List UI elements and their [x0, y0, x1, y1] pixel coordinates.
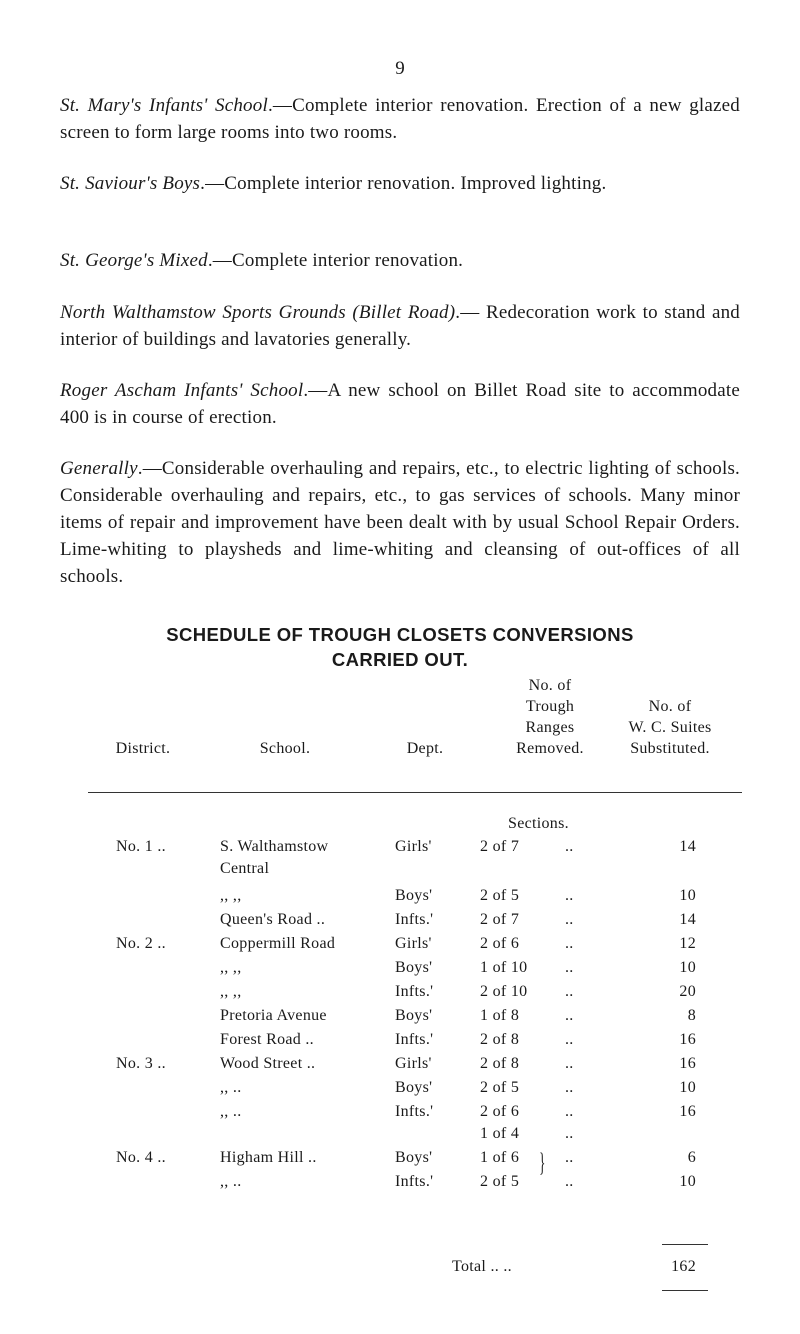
cell-dept: Infts.'	[395, 983, 434, 1000]
cell-dept: Girls'	[395, 1055, 432, 1072]
cell-removed: 2 of 6	[480, 1103, 520, 1120]
cell-dots: ..	[565, 838, 574, 855]
cell-dots: ..	[565, 1125, 574, 1142]
cell-dept: Boys'	[395, 959, 433, 976]
cell-dept: Infts.'	[395, 911, 434, 928]
cell-dots: ..	[565, 1103, 574, 1120]
cell-substituted: 14	[679, 838, 696, 855]
cell-district: No. 3 ..	[116, 1055, 166, 1072]
cell-school: Central	[220, 860, 270, 877]
header-wc-line: No. of	[648, 698, 692, 715]
header-wc-line: W. C. Suites	[628, 719, 712, 736]
cell-removed: 1 of 6	[480, 1149, 520, 1166]
cell-school: ,, ..	[220, 1173, 242, 1190]
paragraph-generally	[60, 455, 740, 590]
brace-bracket: }	[539, 1148, 546, 1177]
header-trough-line: Removed.	[516, 740, 584, 757]
paragraph-st-marys	[60, 92, 740, 146]
cell-dept: Infts.'	[395, 1173, 434, 1190]
header-dept: Dept.	[406, 740, 444, 757]
cell-school: S. Walthamstow	[220, 838, 329, 855]
total-value: 162	[671, 1258, 696, 1275]
page-number: 9	[395, 58, 405, 79]
cell-substituted: 20	[679, 983, 696, 1000]
cell-dept: Boys'	[395, 1079, 433, 1096]
cell-school: ,, ..	[220, 1079, 242, 1096]
schedule-title-line: CARRIED OUT.	[331, 649, 469, 670]
cell-removed: 2 of 5	[480, 1079, 520, 1096]
cell-substituted: 16	[679, 1055, 696, 1072]
paragraph-text: .—Complete interior renovation. Improved lighting.	[200, 173, 607, 194]
cell-removed: 1 of 4	[480, 1125, 520, 1142]
paragraph-text: .— Redecoration work to stand and interior of buildings and lavatories generally.	[60, 302, 740, 350]
paragraph-heading: St. Mary's Infants' School	[60, 95, 268, 116]
total-rule-top	[662, 1244, 708, 1245]
cell-district: No. 1 ..	[116, 838, 166, 855]
paragraph-st-georges	[60, 247, 740, 274]
cell-substituted: 10	[679, 887, 696, 904]
cell-substituted: 16	[679, 1103, 696, 1120]
header-trough	[500, 675, 600, 759]
cell-dots: ..	[565, 1007, 574, 1024]
cell-removed: 1 of 8	[480, 1007, 520, 1024]
schedule-title	[0, 622, 800, 672]
paragraph-roger-ascham	[60, 377, 740, 431]
cell-removed: 2 of 5	[480, 1173, 520, 1190]
cell-substituted: 8	[687, 1007, 696, 1024]
cell-school: Wood Street ..	[220, 1055, 316, 1072]
cell-removed: 2 of 8	[480, 1031, 520, 1048]
cell-dots: ..	[565, 1031, 574, 1048]
total-rule-bottom	[662, 1290, 708, 1291]
sections-label: Sections.	[508, 815, 569, 832]
cell-substituted: 10	[679, 959, 696, 976]
header-wc-line: Substituted.	[630, 740, 710, 757]
cell-dept: Infts.'	[395, 1031, 434, 1048]
cell-dots: ..	[565, 959, 574, 976]
cell-school: Pretoria Avenue	[220, 1007, 327, 1024]
paragraph-heading: North Walthamstow Sports Grounds (Billet Road)	[60, 302, 456, 323]
paragraph-text: .—Complete interior renovation.	[207, 250, 464, 271]
header-trough-line: No. of	[528, 677, 572, 694]
cell-school: Higham Hill ..	[220, 1149, 317, 1166]
paragraph-text: .—Considerable overhauling and repairs, etc., to electric lighting of schools. Considerable overhauling and repairs, etc., to gas services of schools. Many minor items of repair and improvement have been dealt with by usual School Repair Orders. Lime-whiting to playsheds and lime-whiting and cleansing of out-offices of all schools.	[60, 458, 740, 587]
cell-removed: 2 of 7	[480, 838, 520, 855]
cell-dept: Infts.'	[395, 1103, 434, 1120]
cell-substituted: 14	[679, 911, 696, 928]
paragraph-st-saviours	[60, 170, 740, 197]
cell-removed: 2 of 6	[480, 935, 520, 952]
cell-removed: 2 of 7	[480, 911, 520, 928]
cell-dots: ..	[565, 1173, 574, 1190]
header-rule	[88, 792, 742, 793]
cell-dots: ..	[565, 911, 574, 928]
cell-removed: 2 of 10	[480, 983, 528, 1000]
cell-dots: ..	[565, 1149, 574, 1166]
cell-dots: ..	[565, 1055, 574, 1072]
cell-dept: Boys'	[395, 1149, 433, 1166]
paragraph-text: .—A new school on Billet Road site to accommodate 400 is in course of erection.	[60, 380, 740, 428]
cell-school: Queen's Road ..	[220, 911, 326, 928]
cell-substituted: 10	[679, 1079, 696, 1096]
header-school: School.	[259, 740, 311, 757]
schedule-title-line: SCHEDULE OF TROUGH CLOSETS CONVERSIONS	[166, 624, 634, 645]
cell-substituted: 10	[679, 1173, 696, 1190]
cell-removed: 1 of 10	[480, 959, 528, 976]
paragraph-text: .—Complete interior renovation. Erection of a new glazed screen to form large rooms into two rooms.	[60, 95, 740, 143]
paragraph-heading: Generally	[60, 458, 138, 479]
header-trough-line: Ranges	[525, 719, 575, 736]
header-wc	[600, 696, 740, 759]
cell-removed: 2 of 8	[480, 1055, 520, 1072]
cell-school: Coppermill Road	[220, 935, 336, 952]
cell-dept: Boys'	[395, 887, 433, 904]
cell-school: ,, ,,	[220, 959, 242, 976]
paragraph-heading: St. George's Mixed	[60, 250, 208, 271]
total-label: Total .. ..	[452, 1258, 512, 1275]
cell-district: No. 4 ..	[116, 1149, 166, 1166]
cell-substituted: 16	[679, 1031, 696, 1048]
cell-dots: ..	[565, 935, 574, 952]
paragraph-sports-grounds	[60, 299, 740, 353]
cell-dept: Girls'	[395, 935, 432, 952]
paragraph-heading: Roger Ascham Infants' School	[60, 380, 304, 401]
cell-school: Forest Road ..	[220, 1031, 314, 1048]
cell-dots: ..	[565, 983, 574, 1000]
cell-district: No. 2 ..	[116, 935, 166, 952]
header-trough-line: Trough	[525, 698, 575, 715]
paragraph-heading: St. Saviour's Boys	[60, 173, 201, 194]
header-district: District.	[115, 740, 171, 757]
cell-substituted: 12	[679, 935, 696, 952]
cell-school: ,, ,,	[220, 983, 242, 1000]
cell-dots: ..	[565, 887, 574, 904]
cell-removed: 2 of 5	[480, 887, 520, 904]
cell-substituted: 6	[687, 1149, 696, 1166]
cell-school: ,, ,,	[220, 887, 242, 904]
cell-school: ,, ..	[220, 1103, 242, 1120]
cell-dept: Boys'	[395, 1007, 433, 1024]
cell-dept: Girls'	[395, 838, 432, 855]
cell-dots: ..	[565, 1079, 574, 1096]
